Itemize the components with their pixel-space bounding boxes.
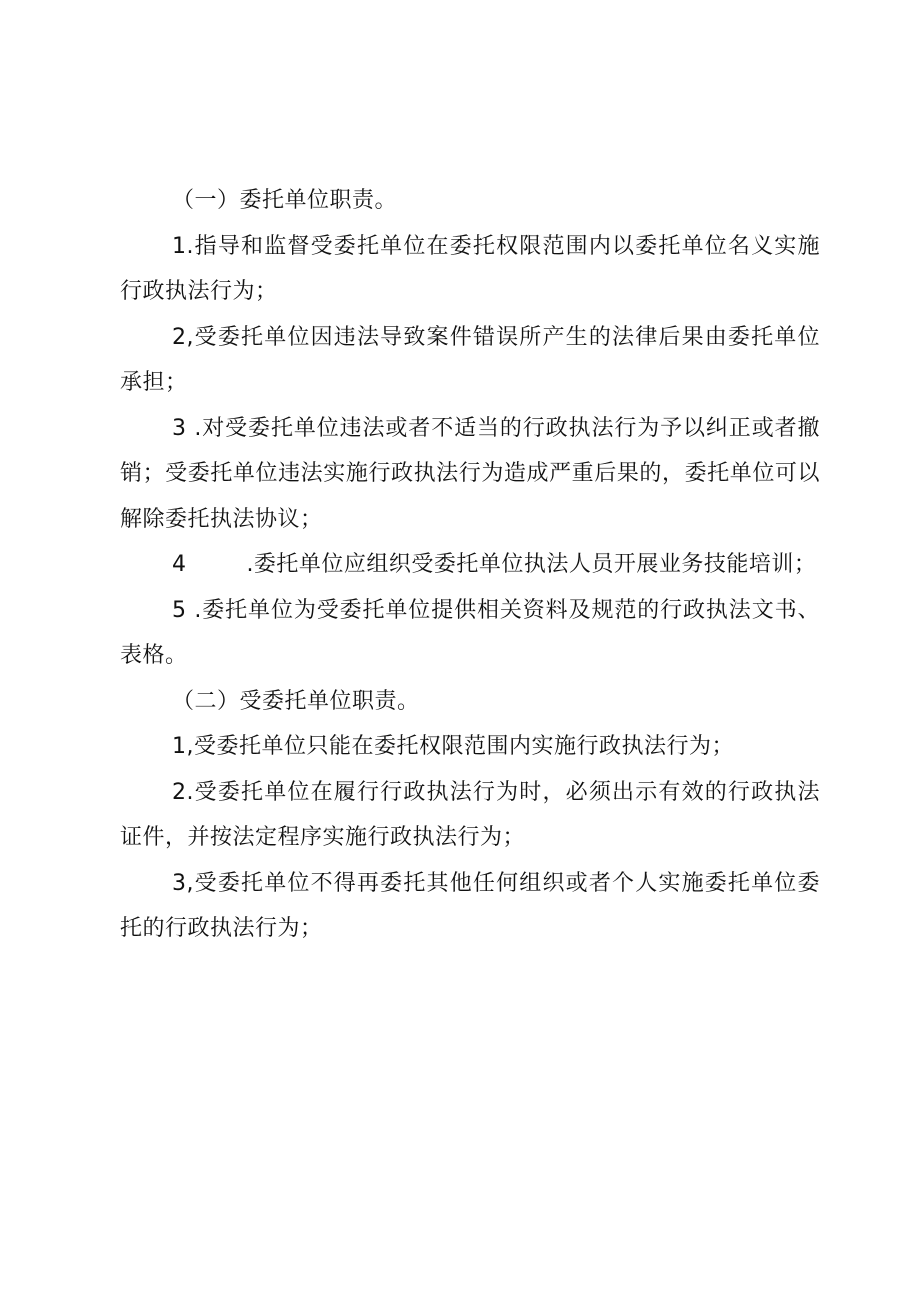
document-body <box>120 178 820 952</box>
section-one-heading: （一）委托单位职责。 <box>172 188 398 213</box>
section-two-heading: （二）受委托单位职责。 <box>172 688 420 714</box>
section-one-item-1: 1.指导和监督受委托单位在委托权限范围内以委托单位名义实施行政执法行为； <box>120 233 820 304</box>
section-two-item-1: 1,受委托单位只能在委托权限范围内实施行政执法行为； <box>172 734 734 759</box>
section-one-item-2: 2,受委托单位因违法导致案件错误所产生的法律后果由委托单位承担； <box>120 324 820 395</box>
section-one-item-4: 4 .委托单位应组织受委托单位执法人员开展业务技能培训； <box>172 552 817 577</box>
section-one-item-3: 3 .对受委托单位违法或者不适当的行政执法行为予以纠正或者撤销；受委托单位违法实施行政执法行为造成严重后果的，委托单位可以解除委托执法协议； <box>120 415 820 532</box>
section-one-item-5: 5 .委托单位为受委托单位提供相关资料及规范的行政执法文书、表格。 <box>120 597 820 668</box>
section-two-item-2: 2.受委托单位在履行行政执法行为时，必须出示有效的行政执法证件，并按法定程序实施行政执法行为； <box>120 779 820 850</box>
section-two-item-3: 3,受委托单位不得再委托其他任何组织或者个人实施委托单位委托的行政执法行为； <box>120 870 820 941</box>
